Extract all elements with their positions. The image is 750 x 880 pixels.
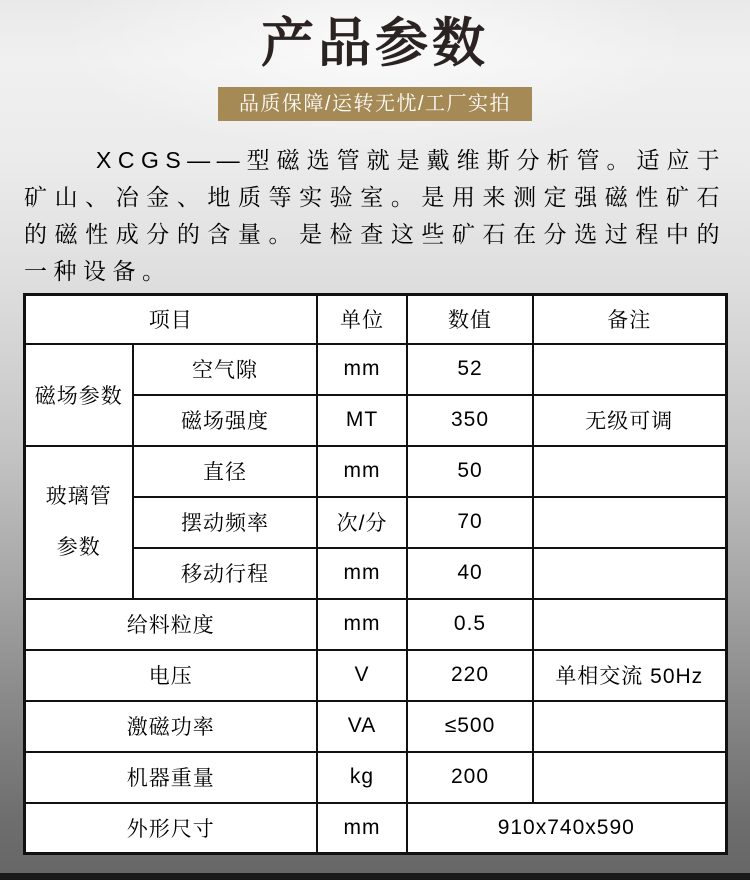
unit-cell: V: [317, 650, 407, 701]
item-cell: 空气隙: [133, 344, 317, 395]
value-cell: 0.5: [407, 599, 533, 650]
col-header-note: 备注: [533, 295, 726, 344]
unit-cell: mm: [317, 599, 407, 650]
value-cell: 40: [407, 548, 533, 599]
unit-cell: mm: [317, 803, 407, 854]
unit-cell: 次/分: [317, 497, 407, 548]
item-cell: 直径: [133, 446, 317, 497]
col-header-unit: 单位: [317, 295, 407, 344]
unit-cell: mm: [317, 344, 407, 395]
item-cell: 给料粒度: [24, 599, 317, 650]
col-header-item: 项目: [24, 295, 317, 344]
group-cell-glass-tube: 玻璃管参数: [24, 446, 133, 599]
value-cell: 50: [407, 446, 533, 497]
table-row-machine-weight: [24, 752, 726, 803]
unit-cell: MT: [317, 395, 407, 446]
note-cell: [533, 752, 726, 803]
item-cell: 磁场强度: [133, 395, 317, 446]
unit-cell: kg: [317, 752, 407, 803]
table-row-voltage: [24, 650, 726, 701]
value-cell: 70: [407, 497, 533, 548]
group-cell-magnetic-field: 磁场参数: [24, 344, 133, 446]
spec-table: [23, 293, 728, 855]
value-cell: 350: [407, 395, 533, 446]
page-title: 产品参数: [261, 14, 489, 73]
unit-cell: VA: [317, 701, 407, 752]
bottom-dark-strip: [0, 873, 750, 880]
value-cell: 220: [407, 650, 533, 701]
value-cell: 910x740x590: [407, 803, 726, 854]
table-row-diameter: [24, 446, 726, 497]
badge-container: [0, 87, 750, 121]
product-description: XCGS——型磁选管就是戴维斯分析管。适应于矿山、冶金、地质等实验室。是用来测定强磁性矿石的磁性成分的含量。是检查这些矿石在分选过程中的一种设备。: [24, 147, 726, 284]
note-cell: [533, 344, 726, 395]
table-header-row: [24, 295, 726, 344]
value-cell: 200: [407, 752, 533, 803]
table-row-feed-size: [24, 599, 726, 650]
item-cell: 摆动频率: [133, 497, 317, 548]
note-cell: [533, 599, 726, 650]
unit-cell: mm: [317, 446, 407, 497]
item-cell: 外形尺寸: [24, 803, 317, 854]
item-cell: 机器重量: [24, 752, 317, 803]
note-cell: [533, 446, 726, 497]
note-cell: [533, 497, 726, 548]
value-cell: ≤500: [407, 701, 533, 752]
item-cell: 移动行程: [133, 548, 317, 599]
item-cell: 激磁功率: [24, 701, 317, 752]
table-row-overall-dimensions: [24, 803, 726, 854]
item-cell: 电压: [24, 650, 317, 701]
unit-cell: mm: [317, 548, 407, 599]
quality-badge: 品质保障/运转无忧/工厂实拍: [218, 87, 532, 121]
table-row-excitation-power: [24, 701, 726, 752]
note-cell: [533, 548, 726, 599]
note-cell: [533, 701, 726, 752]
note-cell: 无级可调: [533, 395, 726, 446]
note-cell: 单相交流 50Hz: [533, 650, 726, 701]
value-cell: 52: [407, 344, 533, 395]
table-row-air-gap: [24, 344, 726, 395]
col-header-value: 数值: [407, 295, 533, 344]
